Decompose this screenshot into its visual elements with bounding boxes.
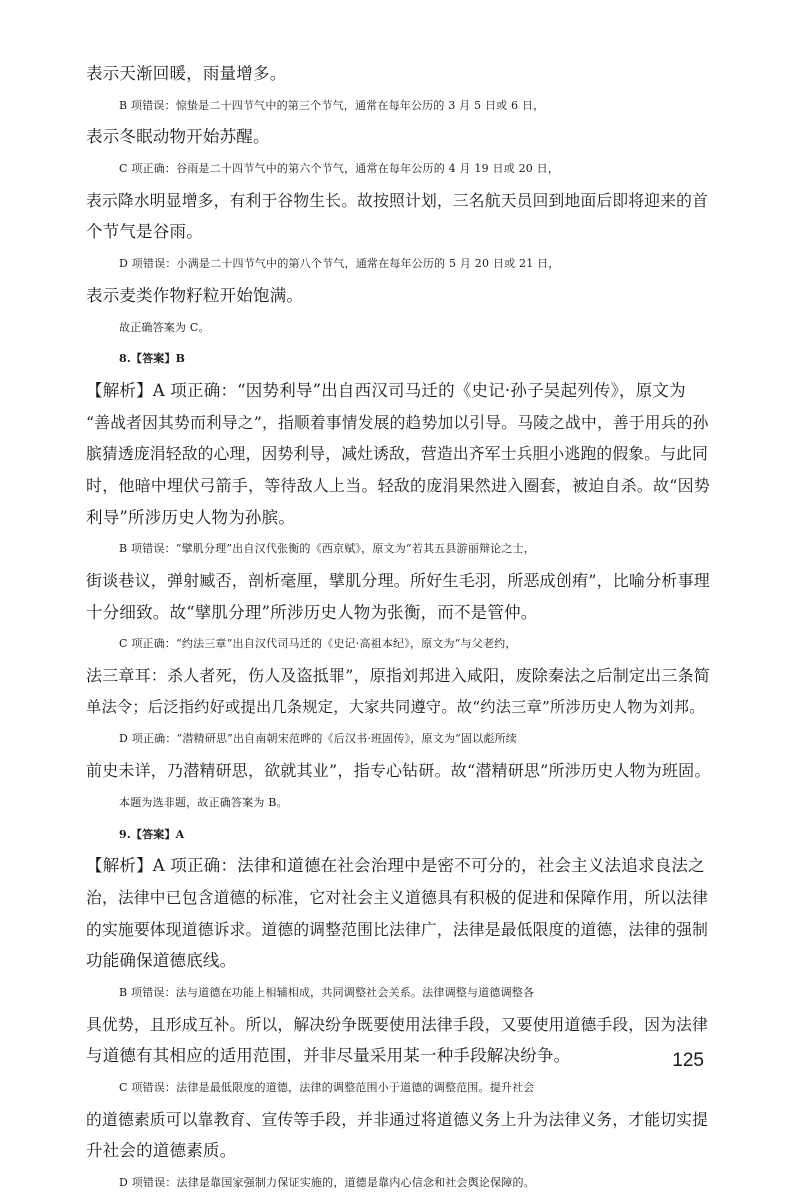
text-line: 8.【答案】B <box>119 352 186 366</box>
text-line: 前史未详，乃潜精研思，欲就其业”，指专心钻研。故“潜精研思”所涉历史人物为班固。 <box>86 761 711 781</box>
text-line: 升社会的道德素质。 <box>86 1141 237 1161</box>
text-line: C 项正确：谷雨是二十四节气中的第六个节气，通常在每年公历的 4 月 19 日或 20 日， <box>119 162 560 176</box>
text-line: 时，他暗中埋伏弓箭手，等待敌人上当。轻敌的庞涓果然进入圈套，被迫自杀。故“因势 <box>86 475 710 495</box>
text-line: 故正确答案为 C。 <box>119 320 210 334</box>
text-line: C 项正确：“约法三章”出自汉代司马迁的《史记·高祖本纪》，原文为“与父老约， <box>119 637 517 651</box>
text-line: 的道德素质可以靠教育、宣传等手段，并非通过将道德义务上升为法律义务，才能切实提 <box>86 1109 709 1129</box>
text-line: D 项正确：“潜精研思”出自南朝宋范晔的《后汉书·班固传》，原文为“固以彪所续 <box>119 732 517 746</box>
text-line: 9.【答案】A <box>119 827 185 841</box>
text-line: B 项错误：法与道德在功能上相辅相成，共同调整社会关系。法律调整与道德调整各 <box>119 985 535 999</box>
text-line: 的实施要体现道德诉求。道德的调整范围比法律广，法律是最低限度的道德，法律的强制 <box>86 919 709 939</box>
text-line: 表示麦类作物籽粒开始饱满。 <box>86 285 304 305</box>
text-line: 法三章耳：杀人者死，伤人及盗抵罪”，原指刘邦进入咸阳，废除秦法之后制定出三条简 <box>86 666 710 686</box>
text-line: 治，法律中已包含道德的标准，它对社会主义道德具有积极的促进和保障作用，所以法律 <box>86 887 709 907</box>
document-page <box>86 58 714 1199</box>
text-line: 与道德有其相应的适用范围，并非尽量采用某一种手段解决纷争。 <box>86 1046 571 1066</box>
text-line: 表示冬眠动物开始苏醒。 <box>86 127 270 147</box>
text-line: “善战者因其势而利导之”，指顺着事情发展的趋势加以引导。马陵之战中，善于用兵的孙 <box>86 412 709 432</box>
text-line: 具优势，且形成互补。所以，解决纷争既要使用法律手段，又要使用道德手段，因为法律 <box>86 1014 709 1034</box>
text-line: D 项错误：小满是二十四节气中的第八个节气，通常在每年公历的 5 月 20 日或 21 日， <box>119 257 560 271</box>
text-line: D 项错误：法律是靠国家强制力保证实施的，道德是靠内心信念和社会舆论保障的。 <box>119 1176 535 1190</box>
text-line: 表示天渐回暖，雨量增多。 <box>86 64 287 83</box>
text-line: 个节气是谷雨。 <box>86 222 203 242</box>
text-line: 街谈巷议，弹射臧否，剖析毫厘，擘肌分理。所好生毛羽，所恶成创痏”，比喻分析事理 <box>86 571 710 590</box>
text-line: 本题为选非题，故正确答案为 B。 <box>119 795 288 809</box>
text-line: 单法令；后泛指约好或提出几条规定，大家共同遵守。故“约法三章”所涉历史人物为刘邦。 <box>86 697 705 716</box>
text-line: 利导”所涉历史人物为孙膑。 <box>86 507 296 527</box>
text-line: B 项错误：“擘肌分理”出自汉代张衡的《西京赋》，原文为“若其五县游丽辩论之士， <box>119 542 535 556</box>
text-line: 膑猜透庞涓轻敌的心理，因势利导，减灶诱敌，营造出齐军士兵胆小逃跑的假象。与此同 <box>86 444 709 464</box>
text-line: 功能确保道德底线。 <box>86 951 237 971</box>
text-line: 【解析】A 项正确：法律和道德在社会治理中是密不可分的，社会主义法追求良法之 <box>86 856 705 876</box>
text-line: 十分细致。故“擘肌分理”所涉历史人物为张衡，而不是管仲。 <box>86 602 538 622</box>
text-line: B 项错误：惊蛰是二十四节气中的第三个节气，通常在每年公历的 3 月 5 日或 6 日， <box>119 98 545 112</box>
text-line: 表示降水明显增多，有利于谷物生长。故按照计划，三名航天员回到地面后即将迎来的首 <box>86 190 709 210</box>
text-line: C 项错误：法律是最低限度的道德，法律的调整范围小于道德的调整范围。提升社会 <box>119 1081 535 1094</box>
page-number: 125 <box>672 1050 704 1071</box>
text-line: 【解析】A 项正确：“因势利导”出自西汉司马迁的《史记·孙子吴起列传》，原文为 <box>86 380 686 400</box>
